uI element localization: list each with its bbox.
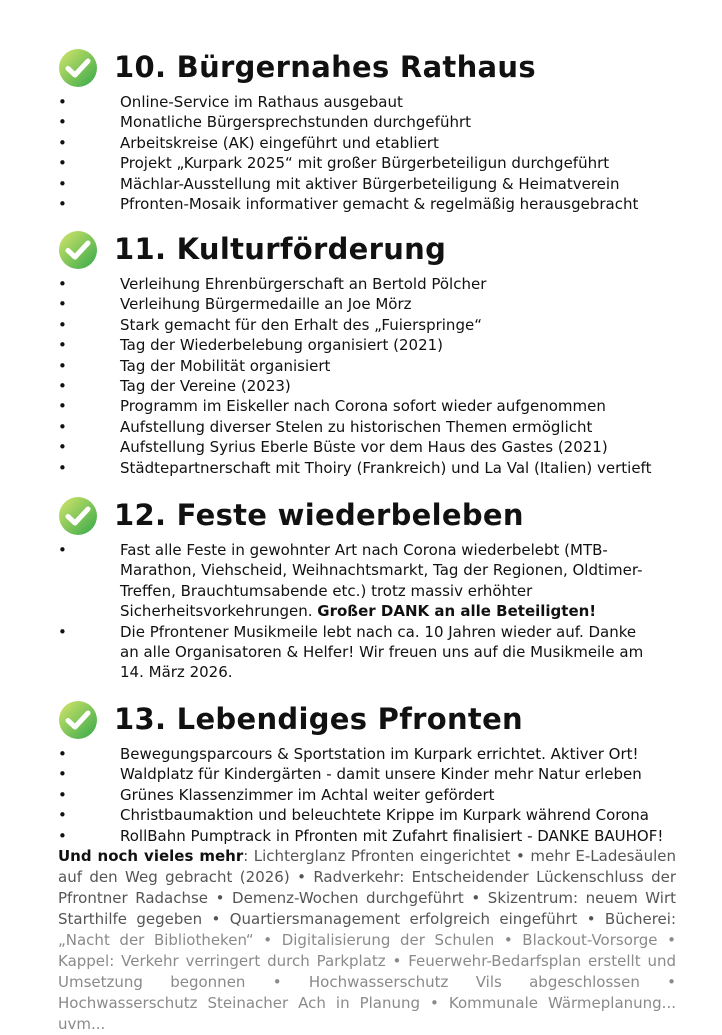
- list-item: • Tag der Wiederbelebung organisiert (2021): [58, 336, 444, 355]
- list-item: • Pfronten-Mosaik informativer gemacht & regelmäßig herausgebracht: [58, 195, 639, 214]
- bullet: •: [58, 295, 67, 314]
- list-item: • Aufstellung Syrius Eberle Büste vor dem Haus des Gastes (2021): [58, 438, 608, 457]
- bullet: •: [58, 113, 67, 132]
- bullet: •: [58, 93, 67, 111]
- bullet: •: [58, 336, 67, 355]
- list-item: • Online-Service im Rathaus ausgebaut: [58, 93, 403, 111]
- bullet: •: [58, 785, 67, 804]
- bullet: •: [58, 195, 67, 214]
- section-lebendiges-pfronten: [0, 700, 722, 846]
- bullet: •: [58, 356, 67, 375]
- thanks-bold: Großer DANK an alle Beteiligten!: [317, 602, 597, 621]
- check-circle-icon: [58, 48, 98, 88]
- item-list: [0, 274, 722, 478]
- section-feste-wiederbeleben: [0, 496, 722, 683]
- list-item: • RollBahn Pumptrack in Pfronten mit Zufahrt finalisiert - DANKE BAUHOF!: [58, 826, 664, 845]
- list-item: • Verleihung Bürgermedaille an Joe Mörz: [58, 295, 412, 314]
- bullet: •: [58, 397, 67, 416]
- bullet: •: [58, 541, 67, 559]
- bullet: •: [58, 458, 67, 477]
- section-heading: [0, 496, 722, 540]
- bullet: •: [58, 438, 67, 457]
- bullet: •: [58, 826, 67, 845]
- bullet: •: [58, 315, 67, 334]
- list-item: • Bewegungsparcours & Sportstation im Kurpark errichtet. Aktiver Ort!: [58, 745, 639, 763]
- check-circle-icon: [58, 700, 98, 740]
- bullet: •: [58, 133, 67, 152]
- bullet: •: [58, 275, 67, 293]
- bullet: •: [58, 765, 67, 784]
- list-item: • Fast alle Feste in gewohnter Art nach Corona wiederbelebt (MTB-Marathon, Viehscheid, Weihnachtsmarkt, Tag der Regionen, Oldtimer-Treffen, Brauchtumsabende etc.) trotz massiv erhöhter Sicherheitsvorkehrungen. Großer DANK an alle Beteiligten!: [58, 541, 643, 621]
- list-item: • Städtepartnerschaft mit Thoiry (Frankreich) und La Val (Italien) vertieft: [58, 458, 652, 477]
- list-item: • Christbaumaktion und beleuchtete Krippe im Kurpark während Corona: [58, 806, 649, 825]
- more-label: Und noch vieles mehr: [58, 847, 244, 865]
- section-title: 12. Feste wiederbeleben: [114, 498, 524, 532]
- check-circle-icon: [58, 496, 98, 536]
- list-item: • Tag der Mobilität organisiert: [58, 356, 331, 375]
- list-item: • Grünes Klassenzimmer im Achtal weiter gefördert: [58, 785, 495, 804]
- section-buergernahes-rathaus: [0, 48, 722, 214]
- list-item: • Aufstellung diverser Stelen zu historischen Themen ermöglicht: [58, 417, 593, 436]
- more-text-part2: „Nacht der Bibliotheken“ • Digitalisierung der Schulen • Blackout-Vorsorge • Kappel: Verkehr verringert durch Parkplatz • Feuerwehr-Bedarfsplan erstellt und Umsetzung begonnen • Hochwasserschutz Vils abgeschlossen • Hochwasserschutz Steinacher Ach in Planung • Kommunale Wärmeplanung... uvm...: [58, 931, 676, 1033]
- check-circle-icon: [58, 230, 98, 270]
- item-list: [0, 744, 722, 846]
- section-title: 11. Kulturförderung: [114, 232, 447, 266]
- bullet: •: [58, 622, 67, 641]
- section-title: 13. Lebendiges Pfronten: [114, 702, 523, 736]
- more-paragraph: [58, 846, 676, 1035]
- bullet: •: [58, 154, 67, 173]
- list-item: • Mächlar-Ausstellung mit aktiver Bürgerbeteiligung & Heimatverein: [58, 174, 620, 193]
- bullet: •: [58, 174, 67, 193]
- bullet: •: [58, 745, 67, 763]
- section-heading: [0, 230, 722, 274]
- list-item: • Tag der Vereine (2023): [58, 377, 291, 396]
- list-item: • Projekt „Kurpark 2025“ mit großer Bürgerbeteiligun durchgeführt: [58, 154, 610, 173]
- list-item: • Waldplatz für Kindergärten - damit unsere Kinder mehr Natur erleben: [58, 765, 642, 784]
- bullet: •: [58, 806, 67, 825]
- list-item: • Arbeitskreise (AK) eingeführt und etabliert: [58, 133, 439, 152]
- list-item: • Programm im Eiskeller nach Corona sofort wieder aufgenommen: [58, 397, 606, 416]
- more-text-part1: : Lichterglanz Pfronten eingerichtet • mehr E-Ladesäulen auf den Weg gebracht (2026) • Radverkehr: Entscheidender Lückenschluss der Pfrontner Radachse • Demenz-Wochen durchgeführt • Skizentrum: neuem Wirt Starthilfe gegeben • Quartiersmanagement erfolgreich eingeführt • Bücherei:: [58, 847, 676, 928]
- list-item: • Verleihung Ehrenbürgerschaft an Bertold Pölcher: [58, 275, 487, 293]
- section-heading: [0, 700, 722, 744]
- bullet: •: [58, 417, 67, 436]
- bullet: •: [58, 377, 67, 396]
- item-list: [0, 92, 722, 214]
- list-item: • Die Pfrontener Musikmeile lebt nach ca. 10 Jahren wieder auf. Danke an alle Organisatoren & Helfer! Wir freuen uns auf die Musikmeile am 14. März 2026.: [58, 622, 644, 682]
- section-title: 10. Bürgernahes Rathaus: [114, 50, 536, 84]
- section-heading: [0, 48, 722, 92]
- section-kulturfoerderung: [0, 230, 722, 478]
- list-item: • Stark gemacht für den Erhalt des „Fuierspringe“: [58, 315, 482, 334]
- list-item: • Monatliche Bürgersprechstunden durchgeführt: [58, 113, 472, 132]
- item-list: [0, 540, 722, 683]
